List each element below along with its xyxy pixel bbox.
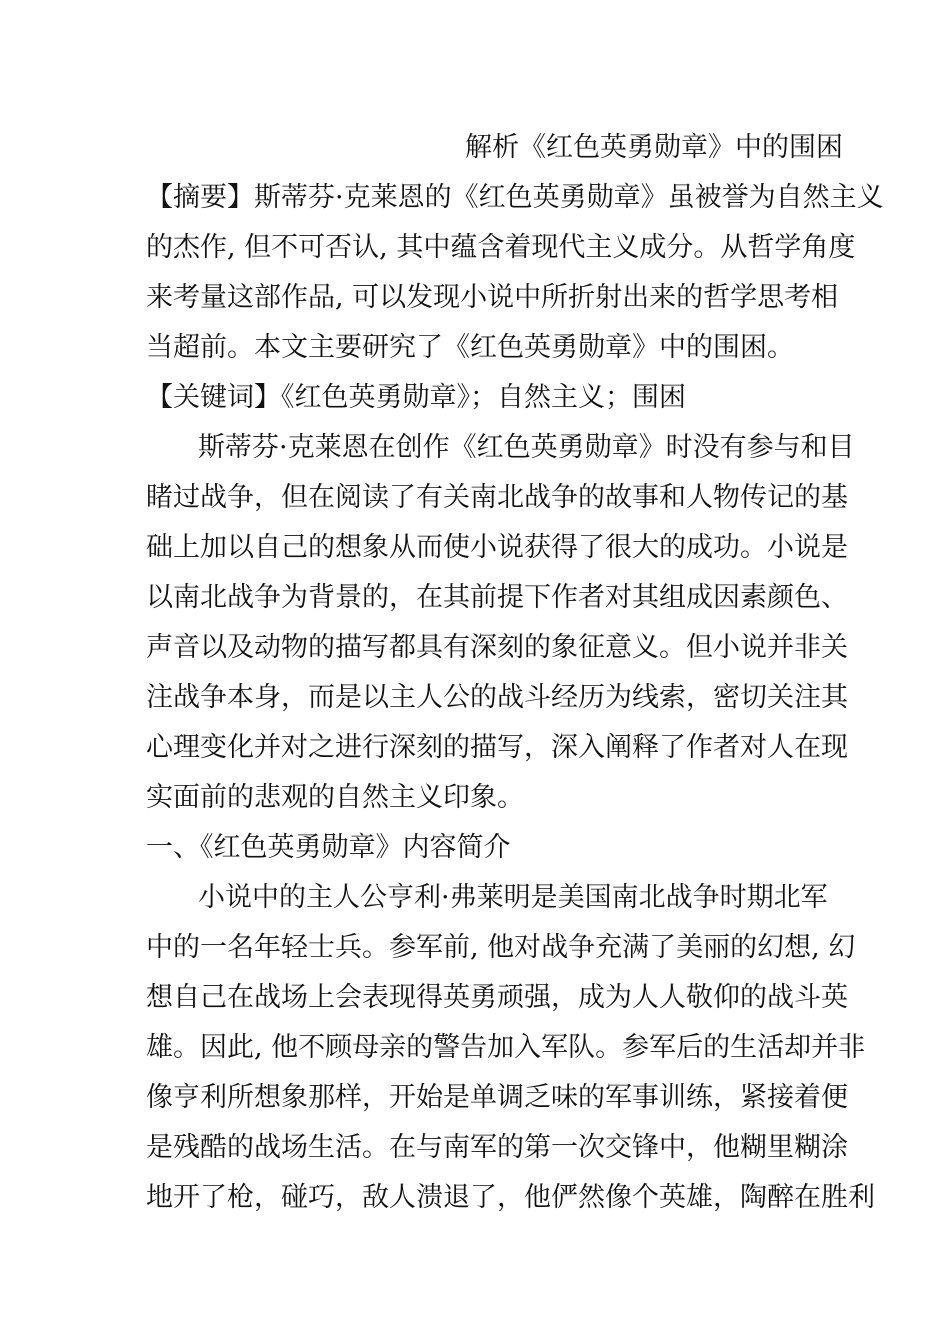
intro-line: 础上加以自己的想象从而使小说获得了很大的成功。小说是 (146, 532, 848, 563)
intro-line: 实面前的悲观的自然主义印象。 (146, 782, 524, 813)
section-line: 中的一名年轻士兵。参军前, 他对战争充满了美丽的幻想, 幻 (146, 932, 856, 963)
intro-line: 斯蒂芬·克莱恩在创作《红色英勇勋章》时没有参与和目 (198, 432, 855, 463)
section-line: 像亨利所想象那样，开始是单调乏味的军事训练，紧接着便 (146, 1082, 848, 1113)
section-line: 地开了枪，碰巧，敌人溃退了，他俨然像个英雄，陶醉在胜利 (146, 1182, 875, 1213)
intro-line: 心理变化并对之进行深刻的描写，深入阐释了作者对人在现 (146, 732, 848, 763)
abstract-line: 【摘要】斯蒂芬·克莱恩的《红色英勇勋章》虽被誉为自然主义 (146, 182, 884, 213)
section-heading: 一、《红色英勇勋章》内容简介 (146, 832, 511, 863)
intro-line: 以南北战争为背景的，在其前提下作者对其组成因素颜色、 (146, 582, 848, 613)
intro-line: 声音以及动物的描写都具有深刻的象征意义。但小说并非关 (146, 632, 848, 663)
intro-line: 注战争本身，而是以主人公的战斗经历为线索，密切关注其 (146, 682, 848, 713)
abstract-line: 的杰作, 但不可否认, 其中蕴含着现代主义成分。从哲学角度 (146, 232, 856, 263)
section-line: 想自己在战场上会表现得英勇顽强，成为人人敬仰的战斗英 (146, 982, 848, 1013)
abstract-line: 当超前。本文主要研究了《红色英勇勋章》中的围困。 (146, 332, 794, 363)
section-line: 小说中的主人公亨利·弗莱明是美国南北战争时期北军 (198, 882, 828, 913)
abstract-line: 来考量这部作品, 可以发现小说中所折射出来的哲学思考相 (146, 282, 839, 313)
document-title: 解析《红色英勇勋章》中的围困 (465, 132, 843, 163)
section-line: 雄。因此, 他不顾母亲的警告加入军队。参军后的生活却并非 (146, 1032, 866, 1063)
keywords-line: 【关键词】《红色英勇勋章》；自然主义；围困 (146, 382, 686, 413)
section-line: 是残酷的战场生活。在与南军的第一次交锋中，他糊里糊涂 (146, 1132, 848, 1163)
intro-line: 睹过战争，但在阅读了有关南北战争的故事和人物传记的基 (146, 482, 848, 513)
